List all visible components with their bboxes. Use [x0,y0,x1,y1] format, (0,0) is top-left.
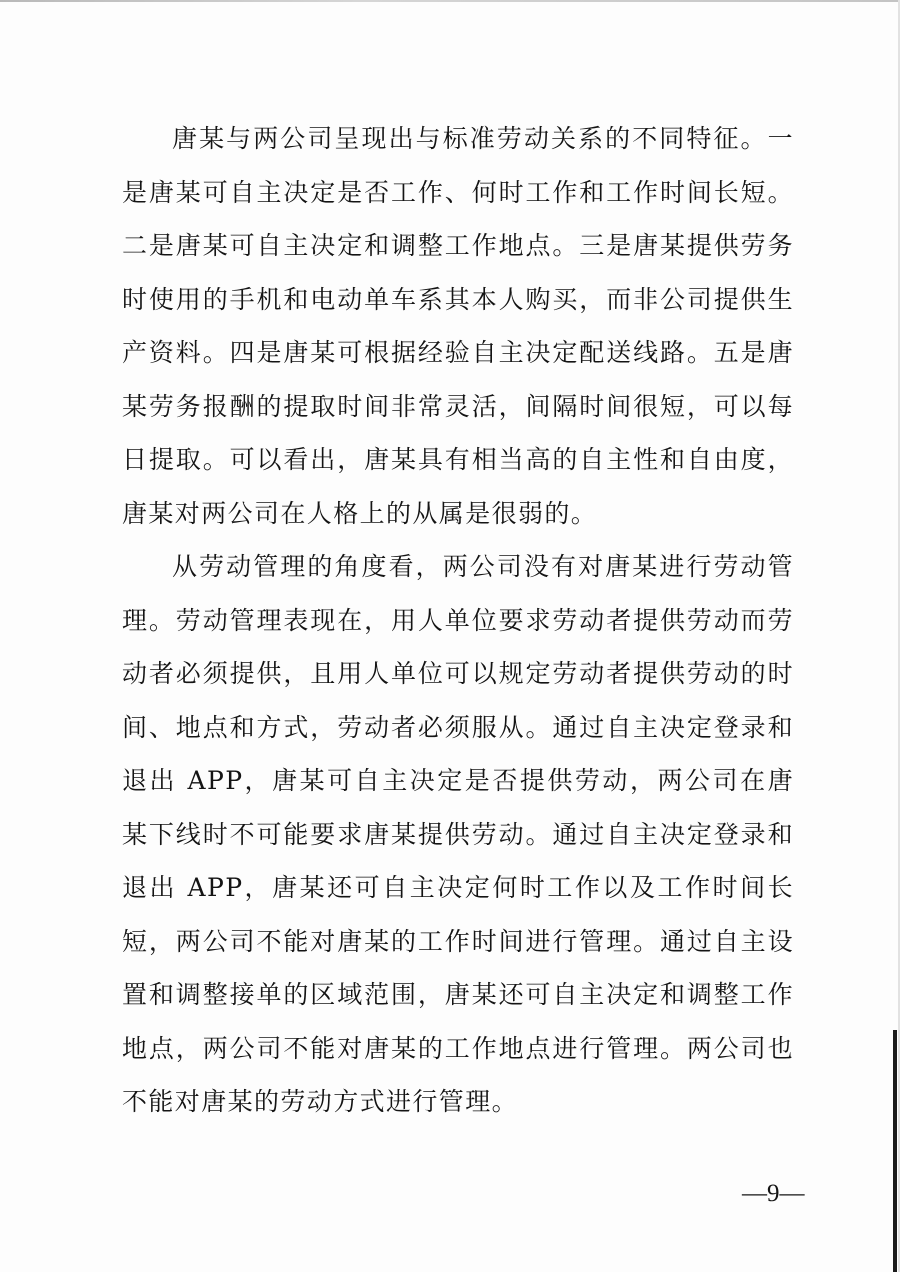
paragraph-1: 唐某与两公司呈现出与标准劳动关系的不同特征。一是唐某可自主决定是否工作、何时工作和工作时间长短。二是唐某可自主决定和调整工作地点。三是唐某提供劳务时使用的手机和电动单车系其本人购买，而非公司提供生产资料。四是唐某可根据经验自主决定配送线路。五是唐某劳务报酬的提取时间非常灵活，间隔时间很短，可以每日提取。可以看出，唐某具有相当高的自主性和自由度，唐某对两公司在人格上的从属是很弱的。 [122,124,794,528]
body-text [122,112,794,1129]
scan-top-edge [0,0,900,2]
paragraph-2: 从劳动管理的角度看，两公司没有对唐某进行劳动管理。劳动管理表现在，用人单位要求劳动者提供劳动而劳动者必须提供，且用人单位可以规定劳动者提供劳动的时间、地点和方式，劳动者必须服从。通过自主决定登录和退出 APP，唐某可自主决定是否提供劳动，两公司在唐某下线时不可能要求唐某提供劳动。通过自主决定登录和退出 APP，唐某还可自主决定何时工作以及工作时间长短，两公司不能对唐某的工作时间进行管理。通过自主设置和调整接单的区域范围，唐某还可自主决定和调整工作地点，两公司不能对唐某的工作地点进行管理。两公司也不能对唐某的劳动方式进行管理。 [122,552,794,1116]
scan-right-edge [893,1030,897,1272]
page-number: —9— [742,1180,805,1207]
